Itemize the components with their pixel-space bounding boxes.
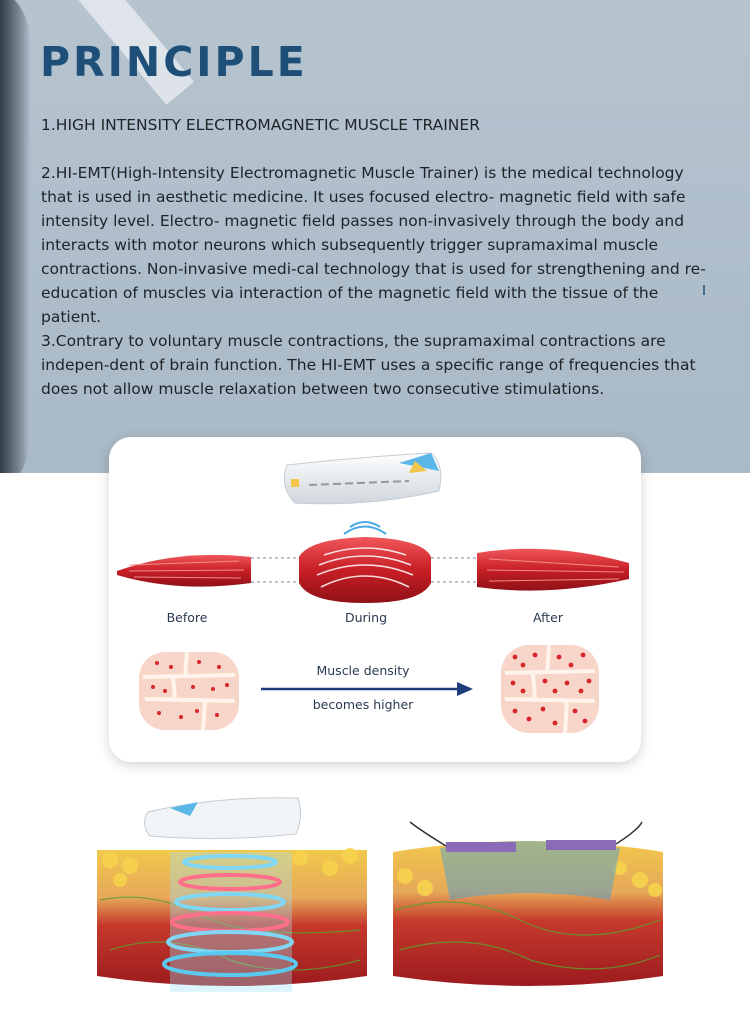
muscle-during-icon — [299, 537, 431, 603]
stage-label-after: After — [532, 610, 564, 625]
muscle-diagram — [109, 437, 641, 762]
muscle-before-icon — [117, 555, 251, 587]
page-title: PRINCIPLE — [40, 38, 308, 86]
paragraph-3: 3.Contrary to voluntary muscle contractions, the supramaximal contractions are indepen-dent of brain function. The HI-EMT uses a specific range of frequencies that does not allow muscle relaxation between two consecutive stimulations. — [41, 332, 696, 398]
paragraph-1: 1.HIGH INTENSITY ELECTROMAGNETIC MUSCLE TRAINER — [41, 116, 480, 134]
tissue-illustrations — [0, 790, 750, 1026]
arrow-right-icon — [261, 682, 473, 696]
decorative-mark — [703, 285, 705, 295]
header-panel — [0, 0, 750, 473]
device-edge-graphic — [0, 0, 30, 473]
stage-label-during: During — [344, 610, 388, 625]
paragraph-2: 2.HI-EMT(High-Intensity Electromagnetic Muscle Trainer) is the medical technology that is used in aesthetic medicine. It uses focused electro- magnetic field with safe intensity level. Electro- magnetic field passes non-invasively through the body and interacts with motor neurons which subsequently trigger supramaximal muscle contractions. Non-invasive medi-cal technology that is used for strengthening and re-education of muscles via interaction of the magnetic field with the tissue of the patient. — [41, 164, 706, 326]
stage-label-before: Before — [166, 610, 208, 625]
applicator-device-icon — [284, 453, 440, 504]
field-arcs-icon — [344, 522, 386, 534]
electrode-pad-right-icon — [546, 822, 642, 850]
arrow-caption-line1: Muscle density — [316, 663, 410, 678]
arrow-caption-line2: becomes higher — [312, 697, 414, 712]
hiemt-field-illustration — [97, 798, 367, 992]
electrode-illustration — [393, 822, 663, 986]
muscle-after-icon — [477, 549, 629, 591]
tissue-before-icon — [139, 652, 239, 730]
muscle-diagram-card — [109, 437, 641, 762]
tissue-after-icon — [501, 645, 599, 733]
applicator-device-bottom-icon — [144, 798, 300, 839]
